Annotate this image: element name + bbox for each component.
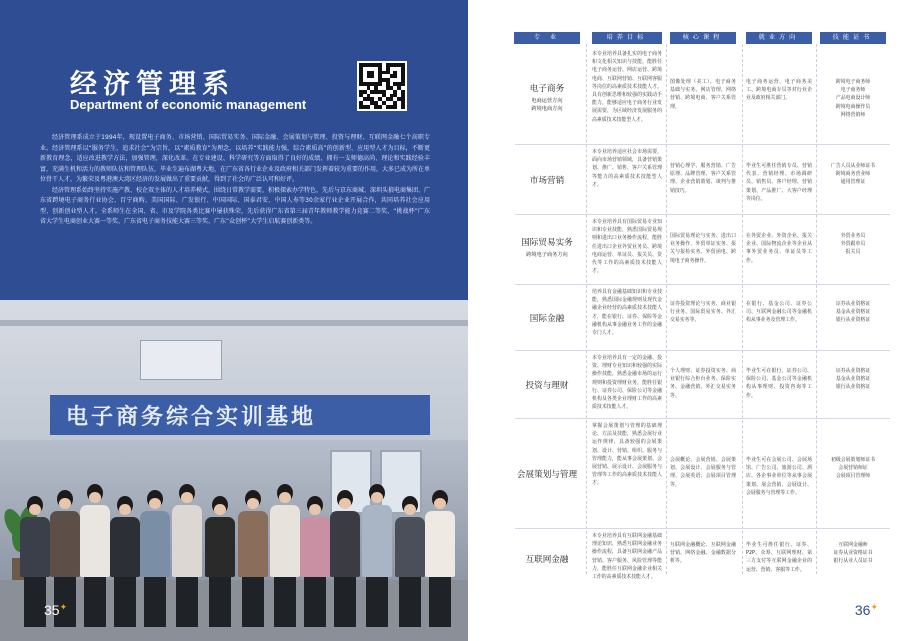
intro-paragraph: 经济管理系成立于1994年，现设置电子商务、市场营销、国际贸易实务、国际金融、会展策划与管理、投资与理财、互联网金融七个高职专业。经济管理系以“服务学生，追求社会”为宗旨，以“素质教育”为理念，以培养“实践能力强，综合素质高”的创新型、应用型人才为目标，不断更新教育理念，适应改进教学方法，加强管理，深化改革。在专业建设、科学研究等方面取得了良好的成绩，拥有一支师德高尚、理论和实践经验丰富，充满生机和活力的教师队伍和管理队伍，毕业生遍布湖粤大地，在广东省各行业企业及政府相关部门发挥着较为重要的作用，大多已成为所在单位骨干人才，为繁荣及粤港澳大湾区经济的发展做出了重要贡献，得到了社会的广泛认可和好评。 [40,134,431,183]
jobs-cell: 在外贸企业、外资企业、报关企业、国际物流企业等企业从事外贸业务员、单证员等工作。 [746,233,812,264]
goal-cell: 本专业培养具有国际贸易专业知识和专业技能，熟悉国际贸易规则和进出口业务操作流程，能胜任进出口企业外贸业务员、跨境电商运营、单证员、报关员、货代等工作的高素质技术技能人才。 [592,219,662,275]
header-major: 专 业 [514,32,580,44]
header-courses: 核心课程 [670,32,736,44]
certs-cell: 互联网金融师 证券从业资格证书 银行从业人员证书 [833,542,873,565]
table-row [468,216,900,284]
training-base-banner: 电子商务综合实训基地 [66,405,317,430]
certs-cell: 跨境电子商务师 电子商务师 产品电商设计师 跨境电商操作员 网络营销师 [835,79,871,118]
jobs-cell: 毕业生可在银行、证券公司、保险公司、基金公司等金融机构从事理财、投资咨询等工作。 [746,368,812,399]
major-cell [512,379,582,391]
jobs-cell: 电子商务运营、电子商务美工、跨境电商专员等对行业企业及政府相关部门。 [746,79,812,102]
major-name: 投资与理财 [525,381,569,391]
courses-cell: 个人理财、证券投资实务、商业银行综合柜台业务、保险实务、金融营销、外汇交易实务等。 [670,368,736,399]
goal-cell: 本专业培养具有互联网金融基础理论知识，熟悉互联网金融业务操作流程，具备互联网金融产品营销、客户服务、风险管理等能力，能胜任互联网金融企业相关工作的高素质技术技能人才。 [592,533,662,581]
certs-cell: 初级会展策划师证书 会展营销师证 会展项目管理师 [830,457,876,480]
major-cell [512,236,582,259]
major-name: 互联网金融 [525,555,569,565]
major-name: 市场营销 [529,176,565,186]
row-divider [515,284,890,285]
major-name: 电子商务 [529,84,565,94]
table-header [468,32,900,44]
major-cell [512,553,582,565]
major-cell [512,468,582,480]
table-row [468,420,900,528]
header-jobs: 就业方向 [746,32,812,44]
department-title-english: Department of economic management [70,97,307,112]
table-row [468,286,900,350]
table-row [468,48,900,144]
qr-code-icon [357,61,407,111]
table-row [468,352,900,418]
header-certs: 技能证书 [820,32,886,44]
major-cell [512,82,582,113]
major-name: 国际金融 [529,314,565,324]
certs-cell: 证券从业资格证 基金从业资格证 银行从业资格证 [835,368,871,391]
group-photo [0,300,468,641]
major-name: 国际贸易实务 [521,238,573,248]
header-goal: 培养目标 [592,32,662,44]
major-direction: 跨境电子商务方向 [526,252,568,258]
table-row [468,530,900,588]
goal-cell: 本专业培养适应社会市场需要，面向市场营销领域，具备营销策划、推广、销售、客户关系管理等能力的高素质技术技能型人才。 [592,149,662,188]
courses-cell: 国际贸易理论与实务、进出口业务操作、外贸单证实务、报关与报检实务、外贸函电、跨境电子商务操作。 [670,233,736,264]
page-number-left: 35✦ [44,602,68,618]
major-cell [512,312,582,324]
jobs-cell: 毕业生可胜任营销专员、营销代表、营销经理、市场调研员、销售员、客户经理、营销策划、产品推广、大客户经理等岗位。 [746,163,812,202]
intro-paragraph: 经济管理系始终坚持实施产教、校企双主体的人才培养模式，围绕日常教学需要，积极探索办学特色，先后与京东商城、深圳头狼电商集团、广东省跨境电子商务行业协会、百宁商购、美国国际、广发银行、中国国际、国泰君安、中国人寿等30余家行业企业开展合作，共同培养社会应用型、创新创业型人才。全系师生在全国、省、市及学院各类比赛中屡获殊荣，先后获得广东省第三届青年教师教学能力竞赛二等奖、“挑战杯”广东省大学生电商创业大赛一等奖、广东省电子商务技能大赛三等奖、广东“众创杯”大学生启航赛创新类等。 [40,186,431,225]
major-name: 会展策划与管理 [516,470,578,480]
courses-cell: 会展概论、会展营销、会展策划、会展设计、会展服务与管理、会展英语、会展项目管理等。 [670,457,736,488]
goal-cell: 掌握会展策划与管理的基础理论、方法及技能，熟悉会展行业运作规律，具备较强的会展策划、设计、营销、组织、服务与管理能力，能从事会展策划、会展营销、展示设计、会展服务与管理等工作的高素质技术技能人才。 [592,423,662,487]
department-title: 经济管理系 [70,69,235,100]
page-number-right: 36✦ [854,602,878,618]
courses-cell: 营销心理学、服务营销、广告原理、品牌管理、客户关系管理、企业营销策划、谈判与推销技巧。 [670,163,736,194]
courses-cell: 证券投资理论与实务、商业银行业务、国际贸易实务、外汇交易实务等。 [670,301,736,324]
table-row [468,146,900,214]
jobs-cell: 在银行、基金公司、证券公司、互联网金融公司等金融机构从事业务及管理工作。 [746,301,812,324]
certs-cell: 证券从业资格证 基金从业资格证 银行从业资格证 [835,301,871,324]
jobs-cell: 毕业生可在会展公司、会展场馆、广告公司、旅游公司、酒店、各企事业单位等从事会展策划、展会营销、会展设计、会展服务与管理等工作。 [746,457,812,496]
courses-cell: 图像处理（美工）、电子商务基础与实务、网店管理、网络营销、跨境电商、客户关系管理。 [670,79,736,110]
certs-cell: 广告人员从业师证书 跨境商务营业师 通用管理证 [830,163,876,186]
row-divider [515,144,890,145]
courses-cell: 互联网金融概论、互联网金融营销、网络金融、金融数据分析等。 [670,542,736,565]
major-direction: 电商运营方向 跨境电商方向 [531,98,563,112]
goal-cell: 培养具有金融基础知识和专业技能，熟悉国际金融规则及现代金融企业经营的高素质技术技能人才，能在银行、证券、保险等金融机构从事金融业务工作的金融专门人才。 [592,289,662,337]
jobs-cell: 毕业生可胜任银行、证券、P2P、众筹、互联网理财、第三方支付等互联网金融企业的运营、营销、客服等工作。 [746,542,812,573]
goal-cell: 本专业培养具有一定的金融、投资、理财专业知识和较强的实际操作技能，熟悉金融市场的运行规则和投资理财业务，能胜任银行、证券公司、保险公司等金融机构及各类企业理财工作的高素质技术技能人才。 [592,355,662,411]
certs-cell: 外贸业务员 外贸跟单员 报关员 [840,233,866,256]
row-divider [515,418,890,419]
right-page [468,0,900,641]
department-intro [40,133,430,228]
row-divider [515,350,890,351]
major-cell [512,174,582,186]
row-divider [515,528,890,529]
goal-cell: 本专业培养具备扎实的电子商务和文化相关知识与技能，能胜任电子商务运营、网店运营、跨境电商、互联网营销、互联网客服等岗位的高素质技术技能人才。具有创新思维和较强的实践动手能力，能够适应电子商务行业发展需要，为区域经济发展服务的高素质技术技能型人才。 [592,51,662,123]
row-divider [515,214,890,215]
